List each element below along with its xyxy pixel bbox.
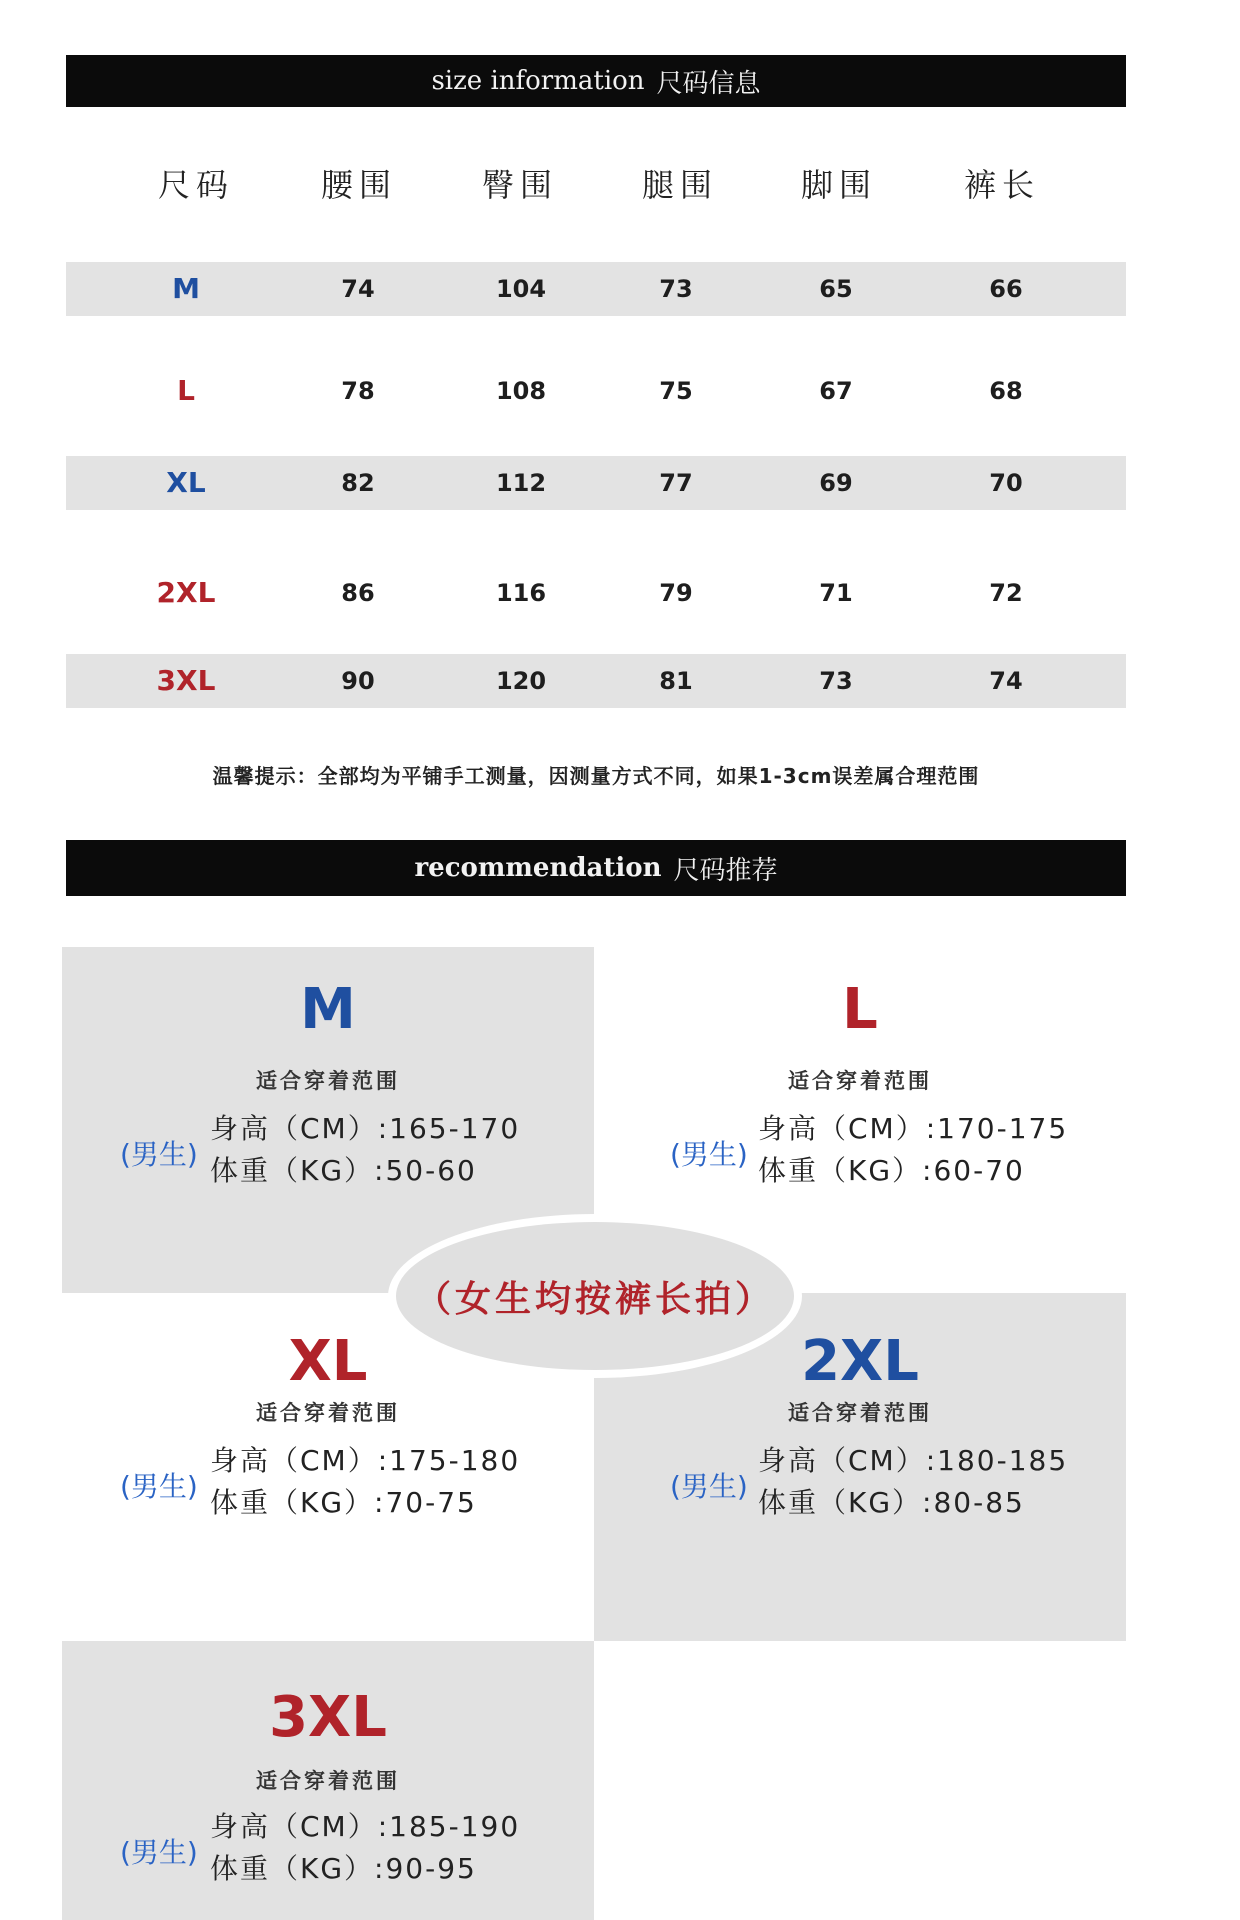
waist-value: 74	[341, 275, 375, 303]
hem-value: 67	[819, 377, 853, 405]
column-header-hem: 脚围	[800, 166, 877, 204]
recommendation-title-en: recommendation	[414, 853, 662, 883]
table-row	[66, 566, 1126, 620]
hip-value: 112	[495, 469, 547, 497]
size-label: 2XL	[156, 576, 216, 609]
recommendation-size: 2XL	[801, 1329, 919, 1394]
gender-label: (男生)	[120, 1836, 198, 1869]
female-sizing-note: （女生均按裤长拍）	[396, 1222, 794, 1370]
table-row	[66, 456, 1126, 510]
range-label: 适合穿着范围	[256, 1069, 400, 1093]
hem-value: 65	[819, 275, 853, 303]
size-information-header	[66, 55, 1126, 107]
height-range: 身高（CM）:170-175	[758, 1112, 1069, 1145]
gender-label: (男生)	[670, 1138, 748, 1171]
length-value: 70	[989, 469, 1023, 497]
size-label: M	[172, 272, 200, 305]
column-header-thigh: 腿围	[641, 166, 718, 204]
recommendation-header	[66, 840, 1126, 896]
size-information-title-cn: 尺码信息	[656, 68, 761, 99]
waist-value: 82	[341, 469, 375, 497]
hem-value: 73	[819, 667, 853, 695]
thigh-value: 79	[659, 579, 693, 607]
hip-value: 120	[495, 667, 547, 695]
recommendation-size: M	[300, 977, 356, 1042]
size-label: L	[177, 374, 195, 407]
height-range: 身高（CM）:175-180	[210, 1444, 521, 1477]
length-value: 74	[989, 667, 1023, 695]
range-label: 适合穿着范围	[788, 1401, 932, 1425]
weight-range: 体重（KG）:50-60	[210, 1154, 477, 1187]
recommendation-size: XL	[288, 1329, 368, 1394]
waist-value: 86	[341, 579, 375, 607]
weight-range: 体重（KG）:70-75	[210, 1486, 477, 1519]
range-label: 适合穿着范围	[256, 1401, 400, 1425]
column-header-size: 尺码	[157, 166, 234, 204]
hip-value: 116	[495, 579, 547, 607]
gender-label: (男生)	[670, 1470, 748, 1503]
thigh-value: 75	[659, 377, 693, 405]
table-row	[66, 654, 1126, 708]
thigh-value: 77	[659, 469, 693, 497]
length-value: 68	[989, 377, 1023, 405]
hem-value: 71	[819, 579, 853, 607]
recommendation-size: 3XL	[269, 1685, 387, 1750]
hip-value: 108	[495, 377, 547, 405]
gender-label: (男生)	[120, 1470, 198, 1503]
recommendation-size: L	[842, 977, 878, 1042]
length-value: 72	[989, 579, 1023, 607]
range-label: 适合穿着范围	[256, 1769, 400, 1793]
recommendation-title-cn: 尺码推荐	[673, 855, 778, 886]
length-value: 66	[989, 275, 1023, 303]
height-range: 身高（CM）:185-190	[210, 1810, 521, 1843]
recommendation-card-3xl	[62, 1641, 594, 1920]
hem-value: 69	[819, 469, 853, 497]
hip-value: 104	[495, 275, 547, 303]
table-row	[66, 364, 1126, 418]
column-header-waist: 腰围	[320, 166, 397, 204]
thigh-value: 81	[659, 667, 693, 695]
weight-range: 体重（KG）:90-95	[210, 1852, 477, 1885]
weight-range: 体重（KG）:60-70	[758, 1154, 1025, 1187]
size-table-header	[66, 160, 1126, 220]
gender-label: (男生)	[120, 1138, 198, 1171]
table-row	[66, 262, 1126, 316]
height-range: 身高（CM）:165-170	[210, 1112, 521, 1145]
range-label: 适合穿着范围	[788, 1069, 932, 1093]
column-header-length: 裤长	[963, 166, 1040, 204]
size-information-title-en: size information	[431, 66, 645, 96]
size-label: XL	[166, 466, 206, 499]
column-header-hip: 臀围	[481, 166, 558, 204]
waist-value: 90	[341, 667, 375, 695]
size-label: 3XL	[156, 664, 216, 697]
waist-value: 78	[341, 377, 375, 405]
thigh-value: 73	[659, 275, 693, 303]
measurement-note: 温馨提示：全部均为平铺手工测量，因测量方式不同，如果1-3cm误差属合理范围	[212, 764, 980, 788]
weight-range: 体重（KG）:80-85	[758, 1486, 1025, 1519]
height-range: 身高（CM）:180-185	[758, 1444, 1069, 1477]
